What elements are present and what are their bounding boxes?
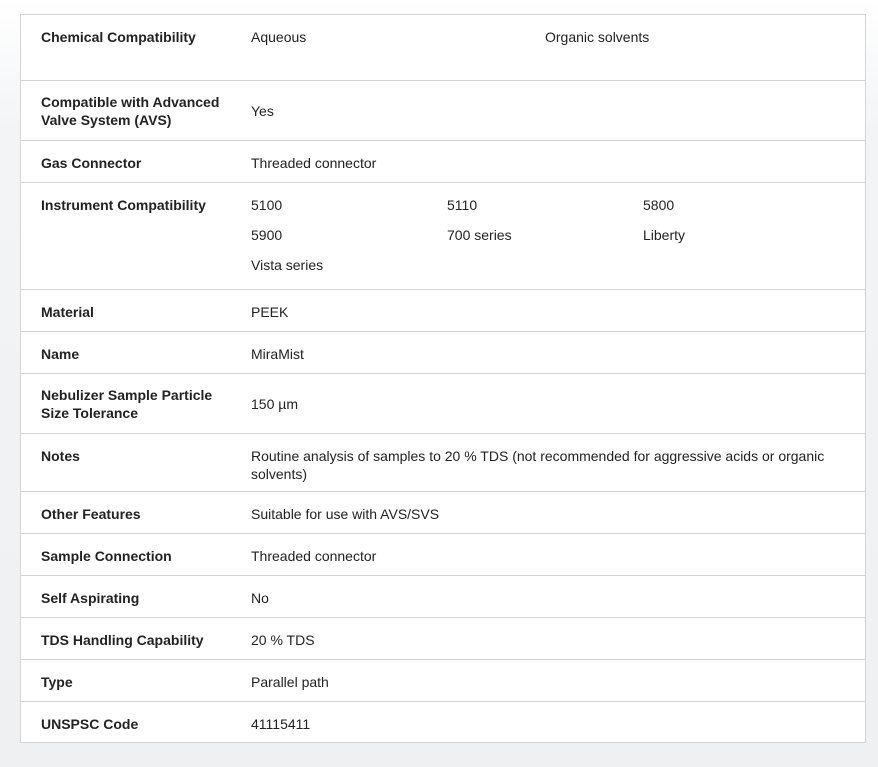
spec-label: Material xyxy=(41,304,94,320)
spec-value: Threaded connector xyxy=(251,548,377,564)
spec-value-item: Aqueous xyxy=(251,29,307,45)
spec-label: Self Aspirating xyxy=(41,590,140,606)
spec-value: MiraMist xyxy=(251,346,304,362)
spec-label: Sample Connection xyxy=(41,548,172,564)
spec-row-instrument-compatibility xyxy=(21,182,865,289)
spec-value: Yes xyxy=(251,102,274,119)
specifications-table xyxy=(20,14,866,743)
spec-row-sample-connection xyxy=(21,533,865,575)
spec-value: Threaded connector xyxy=(251,155,377,171)
spec-value: 20 % TDS xyxy=(251,632,315,648)
spec-row-avs xyxy=(21,80,865,140)
spec-row-type xyxy=(21,659,865,701)
spec-value: PEEK xyxy=(251,304,289,320)
spec-value: Suitable for use with AVS/SVS xyxy=(251,506,440,522)
instrument-item: 5110 xyxy=(447,197,478,213)
spec-row-name xyxy=(21,331,865,373)
instrument-item: 5100 xyxy=(251,197,283,213)
instrument-item: 5800 xyxy=(643,197,675,213)
spec-value: 150 µm xyxy=(251,395,298,412)
spec-value: Parallel path xyxy=(251,674,329,690)
spec-label: Instrument Compatibility xyxy=(41,197,206,213)
spec-label: UNSPSC Code xyxy=(41,716,139,732)
spec-value xyxy=(231,183,865,274)
spec-label: Name xyxy=(41,346,80,362)
spec-label: Compatible with Advanced Valve System (AVS) xyxy=(41,93,220,128)
spec-label: Type xyxy=(41,674,73,690)
spec-label: Gas Connector xyxy=(41,155,142,171)
spec-row-tds xyxy=(21,617,865,659)
spec-value-item: Organic solvents xyxy=(545,29,650,45)
instrument-item: Vista series xyxy=(251,257,324,273)
instrument-item: 700 series xyxy=(447,227,512,243)
spec-row-chemical-compatibility xyxy=(21,15,865,80)
spec-label: Notes xyxy=(41,448,80,464)
spec-row-material xyxy=(21,289,865,331)
spec-value: 41115411 xyxy=(251,716,311,732)
spec-value: No xyxy=(251,590,269,606)
spec-row-particle-size xyxy=(21,373,865,433)
spec-row-gas-connector xyxy=(21,140,865,182)
instrument-item: Liberty xyxy=(643,227,686,243)
spec-label: TDS Handling Capability xyxy=(41,632,204,648)
spec-label: Nebulizer Sample Particle Size Tolerance xyxy=(41,386,213,421)
instrument-item: 5900 xyxy=(251,227,283,243)
spec-row-self-aspirating xyxy=(21,575,865,617)
spec-label: Chemical Compatibility xyxy=(41,29,196,45)
spec-row-unspsc xyxy=(21,701,865,742)
spec-label: Other Features xyxy=(41,506,141,522)
spec-row-notes xyxy=(21,433,865,491)
spec-value: Routine analysis of samples to 20 % TDS (not recommended for aggressive acids or organic solvents) xyxy=(251,448,825,482)
spec-value xyxy=(231,15,865,46)
spec-row-other-features xyxy=(21,491,865,533)
